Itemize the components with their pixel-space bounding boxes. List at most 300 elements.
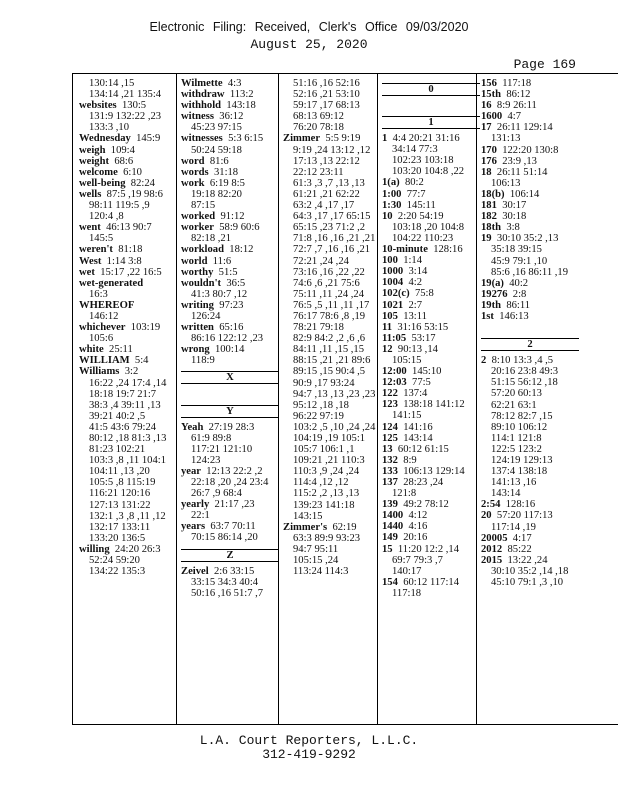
page-line-refs: 78:21 79:18 xyxy=(293,322,344,334)
section-letter-header: 0 xyxy=(382,83,480,96)
index-term: 1(a) xyxy=(382,177,400,189)
page-line-refs: 50:24 59:18 xyxy=(191,144,242,156)
index-entry xyxy=(382,311,480,322)
index-term: withhold xyxy=(181,100,222,112)
page-line-refs: 8:9 xyxy=(403,454,417,466)
page-line-refs: 85:6 ,16 86:11 ,19 xyxy=(491,266,569,278)
page-line-refs: 65:15 ,23 71:2 ,2 xyxy=(293,222,366,234)
page-line-refs: 116:21 120:16 xyxy=(89,488,151,500)
index-entry xyxy=(382,466,480,477)
page-line-refs: 97:23 xyxy=(219,299,244,311)
page-line-refs: 117:21 121:10 xyxy=(191,443,253,455)
index-term: 133 xyxy=(382,465,398,477)
page-line-refs: 2:20 54:19 xyxy=(397,210,444,222)
index-entry xyxy=(481,156,579,167)
page-line-refs: 49:2 78:12 xyxy=(403,499,449,511)
page-line-refs: 143:15 xyxy=(293,510,323,522)
page-line-refs: 6:10 xyxy=(123,166,142,178)
page-line-refs: 22:18 ,20 ,24 23:4 xyxy=(191,477,269,488)
index-term: 11 xyxy=(382,321,393,333)
index-entry xyxy=(382,377,480,388)
page-line-refs: 45:10 79:1 ,3 ,10 xyxy=(491,577,564,589)
page-line-refs: 106:14 xyxy=(509,188,540,200)
index-entry xyxy=(382,200,480,211)
index-term: 1:00 xyxy=(382,188,402,200)
page-line-refs: 24:20 26:3 xyxy=(114,543,161,555)
page-line-refs: 100:14 xyxy=(214,344,245,356)
index-term: years xyxy=(181,521,206,533)
index-term: weigh xyxy=(79,144,106,156)
page-line-refs: 4:4 20:21 31:16 xyxy=(392,133,460,145)
section-letter-header: 2 xyxy=(481,338,579,351)
page-line-refs: 13:22 ,24 xyxy=(507,554,548,566)
index-entry xyxy=(181,466,279,477)
index-column-1 xyxy=(79,78,177,577)
index-term: Zeivel xyxy=(181,565,209,577)
index-entry xyxy=(181,322,279,333)
page-line-refs: 69:7 79:3 ,7 xyxy=(392,554,443,566)
page-line-refs: 61:21 ,21 62:22 xyxy=(293,188,360,200)
page-line-refs: 141:16 xyxy=(403,421,433,433)
index-entry xyxy=(181,267,279,278)
page-line-refs: 145:9 xyxy=(136,133,161,145)
page-line-refs: 18:18 19:7 21:7 xyxy=(89,388,157,400)
index-entry xyxy=(79,278,177,289)
page-line-refs: 59:17 ,17 68:13 xyxy=(293,100,360,112)
page-line-refs: 105:6 xyxy=(89,333,114,345)
page-line-refs: 30:18 xyxy=(502,211,527,223)
page-line-refs: 2:8 xyxy=(512,288,527,300)
index-entry xyxy=(79,244,177,255)
page-line-refs: 94:7 ,13 ,13 ,23 ,23 xyxy=(293,388,376,400)
page-line-refs: 45:9 79:1 ,10 xyxy=(491,255,548,267)
page-line-refs: 70:15 86:14 ,20 xyxy=(191,532,258,544)
index-term: 13 xyxy=(382,443,393,455)
index-entry xyxy=(181,89,279,100)
page-line-refs: 33:15 34:3 40:4 xyxy=(191,576,259,588)
index-entry xyxy=(481,167,579,178)
page-line-refs: 81:6 xyxy=(209,155,229,167)
reporter-phone: 312-419-9292 xyxy=(262,747,356,762)
index-entry xyxy=(481,211,579,222)
page-line-refs: 137:4 xyxy=(403,388,428,400)
index-term: witness xyxy=(181,111,214,123)
index-term: weight xyxy=(79,155,110,167)
page-line-refs: 130:5 xyxy=(121,100,147,112)
index-entry xyxy=(79,178,177,189)
index-term: 20005 xyxy=(481,532,508,544)
page-line-refs: 82:9 84:2 ,2 ,6 ,6 xyxy=(293,333,366,345)
page-line-refs: 4:12 xyxy=(408,510,428,522)
index-entry xyxy=(382,477,480,488)
index-entry xyxy=(79,222,177,233)
index-term: 19 xyxy=(481,233,492,245)
index-term: 154 xyxy=(382,576,398,588)
index-entry xyxy=(481,355,579,366)
index-entry xyxy=(382,422,480,433)
page-line-refs: 139:23 141:18 xyxy=(293,499,355,511)
page-line-refs: 81:23 102:21 xyxy=(89,444,146,456)
index-entry xyxy=(481,189,579,200)
index-entry xyxy=(181,521,279,532)
index-term: willing xyxy=(79,543,110,555)
page-line-refs: 50:16 ,16 51:7 ,7 xyxy=(191,587,264,599)
index-entry xyxy=(181,499,279,510)
page-line-refs: 13:11 xyxy=(403,310,427,322)
index-term: yearly xyxy=(181,499,210,511)
index-term: 19th xyxy=(481,299,502,311)
index-term: 122 xyxy=(382,388,398,400)
page-line-refs: 80:2 xyxy=(404,177,424,189)
index-entry xyxy=(181,300,279,311)
page-line-refs: 121:8 xyxy=(392,488,417,500)
page-line-refs: 146:12 xyxy=(89,310,119,322)
page-line-refs: 90:13 ,14 xyxy=(397,343,438,355)
index-term: word xyxy=(181,155,205,167)
page-line-refs: 3:8 xyxy=(506,222,520,234)
index-entry xyxy=(181,100,279,111)
index-entry xyxy=(181,156,279,167)
page-line-refs: 61:3 ,3 ,7 ,13 ,13 xyxy=(293,177,365,189)
page-line-refs: 36:12 xyxy=(219,111,244,123)
index-entry xyxy=(79,189,177,200)
index-term: 1440 xyxy=(382,521,404,533)
index-term: 149 xyxy=(382,532,398,544)
page-line-refs: 106:13 129:14 xyxy=(403,465,465,477)
index-entry xyxy=(181,244,279,255)
page-line-refs: 131:9 132:22 ,23 xyxy=(89,111,162,123)
index-entry xyxy=(382,300,480,311)
page-line-refs: 105:7 106:1 ,1 xyxy=(293,444,355,456)
index-term: well-being xyxy=(79,177,126,189)
index-column-4 xyxy=(382,78,480,599)
page-line-refs: 85:22 xyxy=(507,543,532,555)
page-line-refs: 26:11 129:14 xyxy=(496,122,553,134)
index-entry xyxy=(79,267,177,278)
index-entry xyxy=(79,256,177,267)
index-entry xyxy=(79,355,177,366)
page-line-refs: 104:19 ,19 105:1 xyxy=(293,433,366,444)
page-line-refs: 134:14 ,21 135:4 xyxy=(89,89,162,101)
page-line-refs: 28:23 ,24 xyxy=(403,477,444,488)
page-line-refs: 36:5 xyxy=(226,277,246,289)
page-line-refs: 21:17 ,23 xyxy=(214,499,255,511)
index-entry xyxy=(382,499,480,510)
index-term: Zimmer xyxy=(283,133,321,145)
page-line-refs: 113:24 114:3 xyxy=(293,566,349,578)
page-line-refs: 103:2 ,5 ,10 ,24 ,24 xyxy=(293,421,376,433)
index-table xyxy=(72,73,618,725)
index-entry xyxy=(382,444,480,455)
page-line-refs: 110:3 ,9 ,24 ,24 xyxy=(293,466,360,478)
page-line-refs: 87:5 ,19 98:6 xyxy=(106,188,163,200)
index-entry xyxy=(181,111,279,122)
page-line-refs: 113:2 xyxy=(229,89,254,101)
index-term: 156 xyxy=(481,78,497,89)
index-term: 18(b) xyxy=(481,188,505,200)
index-entry xyxy=(382,521,480,532)
index-entry xyxy=(382,344,480,355)
page-line-refs: 143:18 xyxy=(226,100,256,112)
page-line-refs: 77:7 xyxy=(406,188,426,200)
index-term: welcome xyxy=(79,166,118,178)
index-column-5 xyxy=(481,78,579,588)
index-term: 1st xyxy=(481,310,494,322)
page-line-refs: 77:5 xyxy=(412,377,431,389)
page-line-refs: 38:3 ,4 39:11 ,13 xyxy=(89,399,161,411)
index-term: 1021 xyxy=(382,299,404,311)
page-line-refs: 17:13 ,13 22:12 xyxy=(293,155,360,167)
index-entry xyxy=(283,133,381,144)
page-line-refs: 103:19 xyxy=(130,322,161,334)
index-entry xyxy=(481,233,579,244)
page-line-refs: 30:10 35:2 ,14 ,18 xyxy=(491,565,569,577)
page-line-refs: 143:14 xyxy=(491,488,521,500)
index-entry xyxy=(382,510,480,521)
index-term: 20 xyxy=(481,510,492,522)
index-term: 18th xyxy=(481,222,502,234)
page-line-refs: 146:13 xyxy=(499,310,529,322)
index-entry xyxy=(181,211,279,222)
index-term: 170 xyxy=(481,144,497,156)
index-term: 125 xyxy=(382,432,398,444)
index-term: worthy xyxy=(181,266,214,278)
index-column-2 xyxy=(181,78,279,599)
page-line-refs: 30:10 35:2 ,13 xyxy=(496,233,559,245)
page-line-refs: 63:2 ,4 ,17 ,17 xyxy=(293,200,355,212)
page-line-refs: 22:12 23:11 xyxy=(293,166,344,178)
index-entry xyxy=(481,122,579,133)
index-entry xyxy=(481,289,579,300)
index-term: 1400 xyxy=(382,510,404,522)
page-line-refs: 51:15 56:12 ,18 xyxy=(491,377,558,389)
page-line-refs: 118:9 xyxy=(191,355,215,367)
page-line-refs: 140:17 xyxy=(392,565,422,577)
index-term: Williams xyxy=(79,366,120,378)
index-entry xyxy=(79,156,177,167)
page-line-refs: 5:3 6:15 xyxy=(228,133,264,145)
page-line-refs: 132:17 133:11 xyxy=(89,521,151,533)
index-term: 137 xyxy=(382,477,398,488)
blank-line xyxy=(382,100,480,111)
index-entry xyxy=(481,111,579,122)
page-line-refs: 138:18 141:12 xyxy=(403,399,465,411)
page-line-refs: 130:14 ,15 xyxy=(89,78,135,89)
index-entry xyxy=(481,300,579,311)
index-entry xyxy=(181,178,279,189)
index-entry xyxy=(382,544,480,555)
index-term: work xyxy=(181,177,205,189)
index-entry xyxy=(382,433,480,444)
index-term: 18 xyxy=(481,166,492,178)
index-entry xyxy=(79,366,177,377)
index-term: 15 xyxy=(382,543,393,555)
page-line-refs: 73:16 ,16 ,22 ,22 xyxy=(293,266,365,278)
index-term: 2015 xyxy=(481,554,503,566)
page-line-refs: 31:18 xyxy=(213,166,239,178)
index-entry xyxy=(481,145,579,156)
index-term: wrong xyxy=(181,344,210,356)
page-line-refs: 26:11 51:14 xyxy=(496,166,548,178)
page-line-refs: 98:11 119:5 ,9 xyxy=(89,200,150,212)
page-line-refs: 115:2 ,2 ,13 ,13 xyxy=(293,488,360,500)
index-entry xyxy=(481,89,579,100)
index-term: year xyxy=(181,465,201,477)
index-term: words xyxy=(181,166,209,178)
index-term: 132 xyxy=(382,454,398,466)
index-term: 100 xyxy=(382,255,398,267)
index-term: 19(a) xyxy=(481,277,504,289)
page-line-refs: 4:17 xyxy=(512,532,532,544)
page-line-refs: 117:18 xyxy=(392,587,422,599)
index-term: 1004 xyxy=(382,277,404,289)
page-line-refs: 72:21 ,24 ,24 xyxy=(293,255,349,267)
index-entry xyxy=(382,211,480,222)
page-line-refs: 89:15 ,15 90:4 ,5 xyxy=(293,366,366,378)
index-entry xyxy=(382,288,480,299)
page-line-refs: 30:17 xyxy=(502,200,527,212)
index-entry xyxy=(382,399,480,410)
page-line-refs: 89:10 106:12 xyxy=(491,421,548,433)
index-entry xyxy=(382,266,480,277)
index-entry xyxy=(481,510,579,521)
page-line-refs: 40:2 xyxy=(509,277,529,289)
page-line-refs: 105:15 ,24 xyxy=(293,555,339,567)
page-line-refs: 20:16 23:8 49:3 xyxy=(491,366,559,378)
index-term: West xyxy=(79,255,102,267)
index-term: 12:03 xyxy=(382,377,407,389)
page-line-refs: 34:14 77:3 xyxy=(392,144,438,156)
index-term: 12 xyxy=(382,343,393,355)
index-term: Wednesday xyxy=(79,133,131,145)
index-term: 181 xyxy=(481,200,497,212)
page-line-refs: 4:2 xyxy=(408,277,423,289)
index-entry xyxy=(481,499,579,510)
page-line-refs: 126:24 xyxy=(191,310,221,322)
page-line-refs: 58:9 60:6 xyxy=(219,222,260,234)
page-line-refs: 22:1 xyxy=(191,510,210,522)
page-line-refs: 35:18 39:15 xyxy=(491,244,542,256)
filing-stamp: Electronic Filing: Received, Clerk's Office 09/03/2020 xyxy=(149,20,469,34)
page-line-refs: 5:4 xyxy=(134,355,149,367)
page-line-refs: 122:20 130:8 xyxy=(502,144,559,156)
page-line-refs: 84:11 ,11 ,15 ,15 xyxy=(293,344,365,356)
index-term: WILLIAM xyxy=(79,355,130,367)
page-line-refs: 128:16 xyxy=(433,244,463,256)
page-line-refs: 25:11 xyxy=(109,344,133,356)
page-line-refs: 62:21 63:1 xyxy=(491,399,537,411)
index-term: 17 xyxy=(481,122,492,134)
index-entry xyxy=(382,189,480,200)
page-line-refs: 62:19 xyxy=(332,521,357,533)
page-line-refs: 76:20 78:18 xyxy=(293,122,344,134)
page-line-refs: 51:16 ,16 52:16 xyxy=(293,78,360,89)
index-entry xyxy=(382,322,480,333)
index-entry xyxy=(382,255,480,266)
page-line-refs: 1:14 xyxy=(403,255,423,267)
section-letter-header: Y xyxy=(181,405,279,418)
page-line-refs: 143:14 xyxy=(403,432,433,444)
page-line-refs: 3:14 xyxy=(408,266,428,278)
page-line-refs: 82:18 ,21 xyxy=(191,233,232,245)
index-term: whichever xyxy=(79,322,126,334)
page-line-refs: 114:1 121:8 xyxy=(491,432,542,444)
page-line-refs: 23:9 ,13 xyxy=(502,155,537,167)
index-term: Zimmer's xyxy=(283,521,328,533)
page-line-refs: 12:13 22:2 ,2 xyxy=(206,465,263,477)
index-term: 1 xyxy=(382,133,388,145)
reporter-company: L.A. Court Reporters, L.L.C. xyxy=(199,733,419,748)
page-line-refs: 76:5 ,5 ,11 ,11 ,17 xyxy=(293,299,370,311)
page-line-refs: 72:7 ,7 ,16 ,16 ,21 xyxy=(293,244,371,256)
index-term: 1000 xyxy=(382,266,404,278)
page-line-refs: 71:8 ,16 ,16 ,21 ,21 xyxy=(293,233,376,245)
index-entry xyxy=(382,366,480,377)
blank-line xyxy=(181,388,279,399)
page-line-refs: 60:12 117:14 xyxy=(403,576,460,588)
index-term: Wilmette xyxy=(181,78,223,89)
page-line-refs: 145:11 xyxy=(406,199,436,211)
page-line-refs: 103:20 104:8 ,22 xyxy=(392,166,465,178)
page-line-refs: 76:17 78:6 ,8 ,19 xyxy=(293,310,366,322)
page-line-refs: 102:23 103:18 xyxy=(392,155,454,167)
index-term: 12:00 xyxy=(382,366,407,378)
index-term: 139 xyxy=(382,499,398,511)
page-line-refs: 95:12 ,18 ,18 xyxy=(293,399,349,411)
index-term: written xyxy=(181,322,214,334)
page-line-refs: 18:12 xyxy=(229,244,254,256)
page-line-refs: 19:18 82:20 xyxy=(191,188,242,200)
page-line-refs: 15:17 ,22 16:5 xyxy=(100,266,162,278)
page-line-refs: 75:11 ,11 ,24 ,24 xyxy=(293,288,365,300)
index-term: 10 xyxy=(382,210,393,222)
index-term: 2012 xyxy=(481,543,503,555)
page-line-refs: 114:4 ,12 ,12 xyxy=(293,477,349,489)
page-line-refs: 131:13 xyxy=(491,133,521,145)
page-line-refs: 41:3 80:7 ,12 xyxy=(191,288,248,300)
page-line-refs: 133:20 136:5 xyxy=(89,532,146,544)
index-entry xyxy=(382,455,480,466)
index-entry xyxy=(382,532,480,543)
page-line-refs: 105:5 ,8 115:19 xyxy=(89,477,156,489)
page-line-refs: 96:22 97:19 xyxy=(293,410,344,422)
index-term: 102(c) xyxy=(382,288,410,300)
index-term: 124 xyxy=(382,421,398,433)
page-line-refs: 9:19 ,24 13:12 ,12 xyxy=(293,144,371,156)
page-line-refs: 124:19 129:13 xyxy=(491,455,553,466)
page-line-refs: 2:6 33:15 xyxy=(213,565,255,577)
index-entry xyxy=(181,566,279,577)
index-term: 10-minute xyxy=(382,244,428,256)
page-line-refs: 87:15 xyxy=(191,200,216,212)
index-term: 2:54 xyxy=(481,499,501,511)
page-line-refs: 20:16 xyxy=(403,532,428,544)
filing-date: August 25, 2020 xyxy=(250,37,368,52)
index-entry xyxy=(181,167,279,178)
index-term: 19276 xyxy=(481,288,508,300)
index-term: WHEREOF xyxy=(79,299,135,311)
page-line-refs: 127:13 131:22 xyxy=(89,499,151,511)
index-term: 1600 xyxy=(481,111,503,123)
index-term: 123 xyxy=(382,399,398,411)
index-term: wet xyxy=(79,266,95,278)
page-line-refs: 60:12 61:15 xyxy=(397,443,449,455)
index-entry xyxy=(79,300,177,311)
page-line-refs: 52:24 59:20 xyxy=(89,555,140,567)
page-line-refs: 4:7 xyxy=(507,111,522,123)
page-line-refs: 4:16 xyxy=(408,521,428,533)
page-line-refs: 94:7 95:11 xyxy=(293,543,339,555)
